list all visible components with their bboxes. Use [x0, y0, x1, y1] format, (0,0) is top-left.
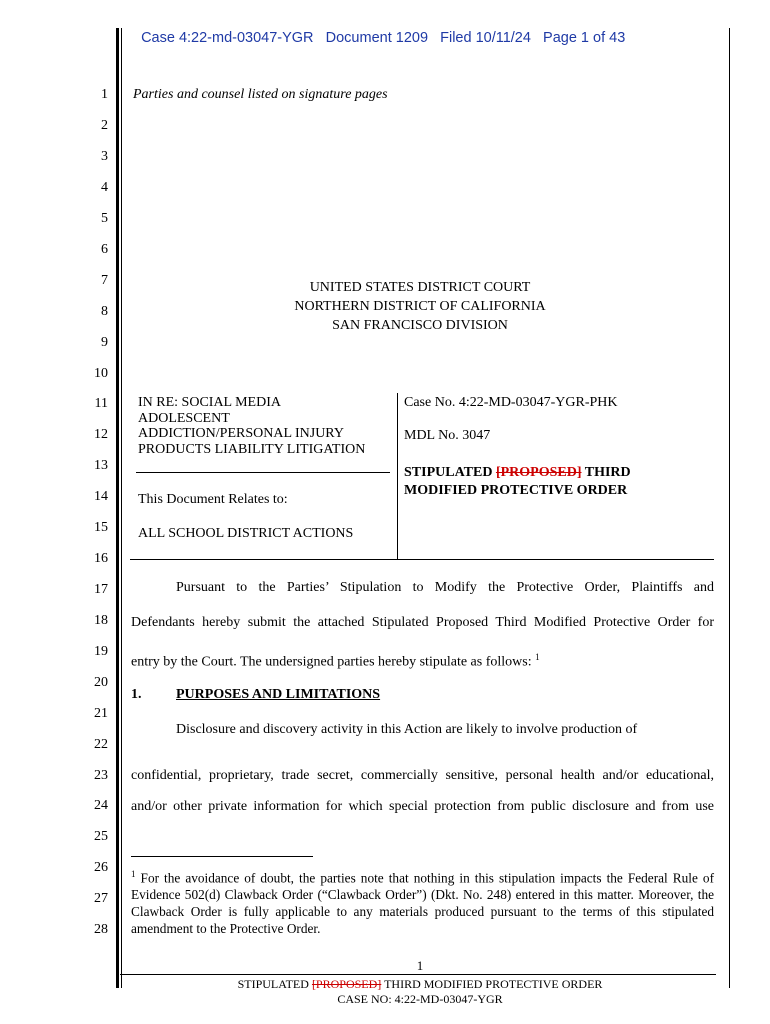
section-title: PURPOSES AND LIMITATIONS — [176, 687, 381, 702]
proposed-strikethrough: [PROPOSED] — [495, 465, 582, 480]
right-margin-rule — [729, 28, 730, 988]
purposes-paragraph-line2: confidential, proprietary, trade secret, commercially sensitive, personal health and/or educational, — [131, 768, 714, 783]
caption-vertical-divider — [397, 393, 398, 559]
footer-proposed-strikethrough: [PROPOSED] — [311, 977, 382, 991]
footnote-separator — [131, 856, 313, 857]
court-district: NORTHERN DISTRICT OF CALIFORNIA — [294, 299, 546, 314]
header-filed-date: Filed 10/11/24 — [440, 30, 531, 46]
court-division: SAN FRANCISCO DIVISION — [332, 318, 508, 333]
line-number: 16 — [94, 551, 108, 566]
school-district-actions: ALL SCHOOL DISTRICT ACTIONS — [138, 526, 354, 541]
ecf-header — [133, 14, 625, 46]
line-number: 24 — [94, 798, 108, 813]
line-number: 22 — [94, 737, 108, 752]
line-number: 11 — [94, 396, 108, 411]
header-page-count: Page 1 of 43 — [543, 30, 626, 46]
line-number: 25 — [94, 829, 108, 844]
line-number: 19 — [94, 644, 108, 659]
section-heading — [131, 687, 142, 703]
line-number: 1 — [101, 87, 108, 102]
caption-divider — [136, 472, 390, 473]
caption-line: ADDICTION/PERSONAL INJURY — [138, 426, 344, 441]
caption-line: PRODUCTS LIABILITY LITIGATION — [138, 441, 366, 457]
footnote-mark: 1 — [131, 869, 136, 879]
line-number: 27 — [94, 891, 108, 906]
relates-to-label: This Document Relates to: — [138, 492, 288, 507]
document-title — [404, 464, 631, 500]
line-number: 5 — [101, 211, 108, 226]
footer-title-post: THIRD MODIFIED PROTECTIVE ORDER — [381, 977, 603, 991]
left-margin-rule — [116, 28, 119, 988]
purposes-paragraph-line3: and/or other private information for which special protection from public disclosure and from use — [131, 799, 714, 814]
line-number: 23 — [94, 768, 108, 783]
purposes-paragraph-line1: Disclosure and discovery activity in this Action are likely to involve production of — [176, 722, 638, 737]
line-number: 6 — [101, 242, 108, 257]
caption-line: ADOLESCENT — [138, 410, 230, 426]
intro-paragraph-line2: Defendants hereby submit the attached Stipulated Proposed Third Modified Protective Order for — [131, 615, 714, 630]
header-document-number: Document 1209 — [325, 30, 429, 46]
section-number: 1. — [131, 687, 142, 702]
line-number: 7 — [101, 273, 108, 288]
intro-paragraph-line3 — [131, 652, 540, 671]
line-number: 4 — [101, 180, 108, 195]
document-title-post: THIRD — [581, 465, 631, 480]
intro-paragraph-line1: Pursuant to the Parties’ Stipulation to Modify the Protective Order, Plaintiffs and — [176, 580, 714, 595]
line-number: 12 — [94, 427, 108, 442]
line-number: 2 — [101, 118, 108, 133]
footer-title — [120, 977, 720, 992]
intro-paragraph-text: entry by the Court. The undersigned parties hereby stipulate as follows: — [131, 654, 532, 670]
line-number: 28 — [94, 922, 108, 937]
header-case-number: Case 4:22-md-03047-YGR — [141, 30, 314, 46]
footnote-text: For the avoidance of doubt, the parties note that nothing in this stipulation impacts the Federal Rule of Evidence 502(d) Clawback Order (“Clawback Order”) (Dkt. No. 248) entered in this matter. Moreover, the Clawback Order is fully applicable to any materials produced pursuant to the terms of this stipulated amendment to the Protective Order. — [131, 870, 714, 937]
counsel-note: Parties and counsel listed on signature pages — [133, 87, 388, 102]
line-number: 3 — [101, 149, 108, 164]
footnote — [131, 866, 714, 937]
line-number: 10 — [94, 366, 108, 381]
caption-line: IN RE: SOCIAL MEDIA — [138, 395, 281, 410]
page-number: 1 — [416, 958, 424, 973]
case-number: Case No. 4:22-MD-03047-YGR-PHK — [404, 395, 618, 410]
court-name: UNITED STATES DISTRICT COURT — [309, 280, 531, 295]
line-number: 26 — [94, 860, 108, 875]
line-number: 14 — [94, 489, 108, 504]
line-number: 20 — [94, 675, 108, 690]
line-number: 17 — [94, 582, 108, 597]
caption-bottom-rule — [130, 559, 714, 560]
footer-case-number: CASE NO: 4:22-MD-03047-YGR — [337, 992, 503, 1006]
mdl-number: MDL No. 3047 — [404, 428, 491, 443]
footer-title-pre: STIPULATED — [237, 977, 312, 991]
line-number: 21 — [94, 706, 108, 721]
line-number: 9 — [101, 335, 108, 350]
line-number: 18 — [94, 613, 108, 628]
left-margin-rule-inner — [121, 28, 122, 988]
document-title-pre: STIPULATED — [404, 465, 496, 480]
line-number: 13 — [94, 458, 108, 473]
document-title-line2: MODIFIED PROTECTIVE ORDER — [404, 483, 628, 498]
line-number: 8 — [101, 304, 108, 319]
footer-rule — [120, 974, 716, 975]
case-caption-in-re — [138, 395, 365, 457]
footnote-reference: 1 — [535, 652, 540, 662]
line-number: 15 — [94, 520, 108, 535]
